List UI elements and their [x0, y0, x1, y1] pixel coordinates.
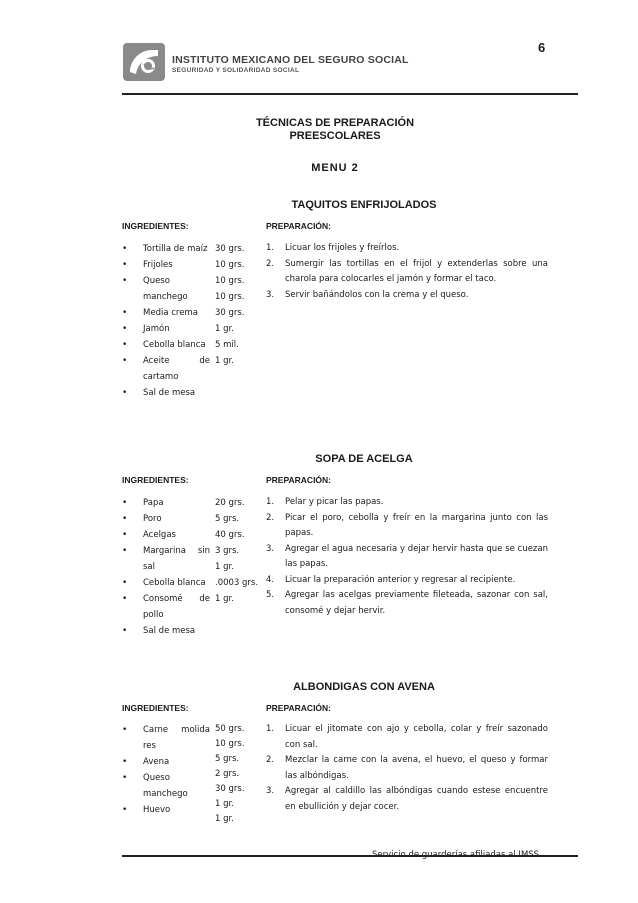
step-item: 4. Licuar la preparación anterior y regresar al recipiente. — [266, 574, 516, 585]
quantity-list — [215, 495, 260, 607]
quantity-item: 2 grs. — [215, 769, 240, 779]
step-item: 1. Pelar y picar las papas. — [266, 497, 384, 507]
preparation-heading: PREPARACIÓN: — [266, 475, 332, 485]
ingredient-item: • Poro — [122, 514, 162, 524]
ingredients-heading: INGREDIENTES: — [122, 475, 189, 485]
quantity-item: 1 gr. — [215, 594, 234, 604]
quantity-item: 5 grs. — [215, 514, 240, 524]
ingredient-item: • Jamón — [122, 324, 170, 334]
menu-label: MENU 2 — [311, 162, 359, 174]
preparation-steps — [266, 722, 548, 815]
quantity-item: 5 grs. — [215, 754, 240, 764]
ingredient-item: • Acelgas — [122, 530, 176, 540]
quantity-item: 30 grs. — [215, 784, 245, 794]
recipe-title: SOPA DE ACELGA — [315, 453, 413, 465]
ingredient-item: • Aceite de cartamo — [122, 356, 210, 382]
quantity-item: 1 gr. — [215, 562, 234, 572]
quantity-item: 30 grs. — [215, 308, 245, 318]
step-item: 2. Picar el poro, cebolla y freír en la margarina junto con las papas. — [266, 512, 548, 538]
step-item: 5. Agregar las acelgas previamente fileteada, sazonar con sal, consomé y dejar hervir. — [266, 590, 548, 616]
quantity-item: .0003 grs. — [215, 578, 259, 588]
ingredients-heading: INGREDIENTES: — [122, 703, 189, 713]
quantity-item: 5 mil. — [215, 340, 239, 350]
ingredient-item: • Queso manchego — [122, 276, 188, 302]
quantity-list — [215, 241, 260, 369]
ingredient-item: • Media crema — [122, 308, 198, 318]
ingredient-item: • Avena — [122, 757, 170, 767]
quantity-item: 40 grs. — [215, 530, 245, 540]
ingredient-item: • Papa — [122, 498, 164, 508]
ingredient-item: • Frijoles — [122, 260, 173, 270]
top-divider — [122, 93, 578, 95]
quantity-item: 10 grs. — [215, 260, 245, 270]
quantity-item: 10 grs. — [215, 739, 245, 749]
institution-tagline: SEGURIDAD Y SOLIDARIDAD SOCIAL — [172, 67, 300, 74]
ingredient-list — [122, 495, 210, 639]
ingredient-item: • Carne molida res — [122, 725, 210, 751]
imss-logo-icon — [122, 42, 166, 82]
ingredient-item: • Huevo — [122, 805, 171, 815]
step-item: 3. Agregar al caldillo las albóndigas cuando estese encuentre en ebullición y dejar cocer. — [266, 786, 548, 812]
recipe-title: ALBONDIGAS CON AVENA — [293, 681, 435, 693]
step-item: 3. Servir bañándolos con la crema y el queso. — [266, 289, 469, 300]
quantity-item: 1 gr. — [215, 814, 234, 824]
ingredient-item: • Queso manchego — [122, 773, 188, 799]
ingredient-list — [122, 241, 210, 401]
document-title — [150, 117, 520, 143]
institution-name: INSTITUTO MEXICANO DEL SEGURO SOCIAL — [172, 54, 409, 66]
preparation-steps — [266, 495, 548, 619]
ingredient-item: • Cebolla blanca — [122, 340, 206, 350]
page-number: 6 — [538, 40, 546, 55]
quantity-item: 10 grs. — [215, 276, 245, 286]
step-item: 2. Mezclar la carne con la avena, el huevo, el queso y formar las albóndigas. — [266, 755, 548, 781]
ingredient-item: • Consomé de pollo — [122, 594, 210, 620]
preparation-heading: PREPARACIÓN: — [266, 703, 332, 713]
step-item: 2. Sumergir las tortillas en el frijol y extenderlas sobre una charola para colocarles el jamón y formar el taco. — [266, 258, 548, 284]
ingredient-item: • Sal de mesa — [122, 626, 196, 636]
quantity-item: 1 gr. — [215, 799, 234, 809]
quantity-item: 1 gr. — [215, 324, 234, 334]
quantity-item: 1 gr. — [215, 356, 234, 366]
ingredient-item: • Cebolla blanca — [122, 578, 206, 588]
quantity-item: 3 grs. — [215, 546, 240, 556]
document-title-line2: PREESCOLARES — [289, 130, 381, 142]
quantity-item: 30 grs. — [215, 244, 245, 254]
step-item: 1. Licuar el jitomate con ajo y cebolla, colar y freír sazonado con sal. — [266, 724, 548, 750]
document-title-line1: TÉCNICAS DE PREPARACIÓN — [255, 117, 415, 129]
ingredients-heading: INGREDIENTES: — [122, 221, 189, 231]
quantity-list — [215, 722, 260, 827]
institution-header — [122, 40, 422, 88]
step-item: 1. Licuar los frijoles y freírlos. — [266, 243, 400, 253]
step-item: 3. Agregar el agua necesaria y dejar hervir hasta que se cuezan las papas. — [266, 543, 548, 569]
preparation-heading: PREPARACIÓN: — [266, 221, 332, 231]
quantity-item: 50 grs. — [215, 724, 245, 734]
ingredient-item: • Margarina sin sal — [122, 546, 210, 572]
quantity-item: 10 grs. — [215, 292, 245, 302]
ingredient-item: • Tortilla de maíz — [122, 244, 208, 254]
ingredient-item: • Sal de mesa — [122, 388, 196, 398]
bottom-divider — [122, 855, 578, 857]
recipe-title: TAQUITOS ENFRIJOLADOS — [291, 199, 437, 211]
preparation-steps — [266, 241, 548, 303]
quantity-item: 20 grs. — [215, 498, 245, 508]
ingredient-list — [122, 722, 210, 818]
